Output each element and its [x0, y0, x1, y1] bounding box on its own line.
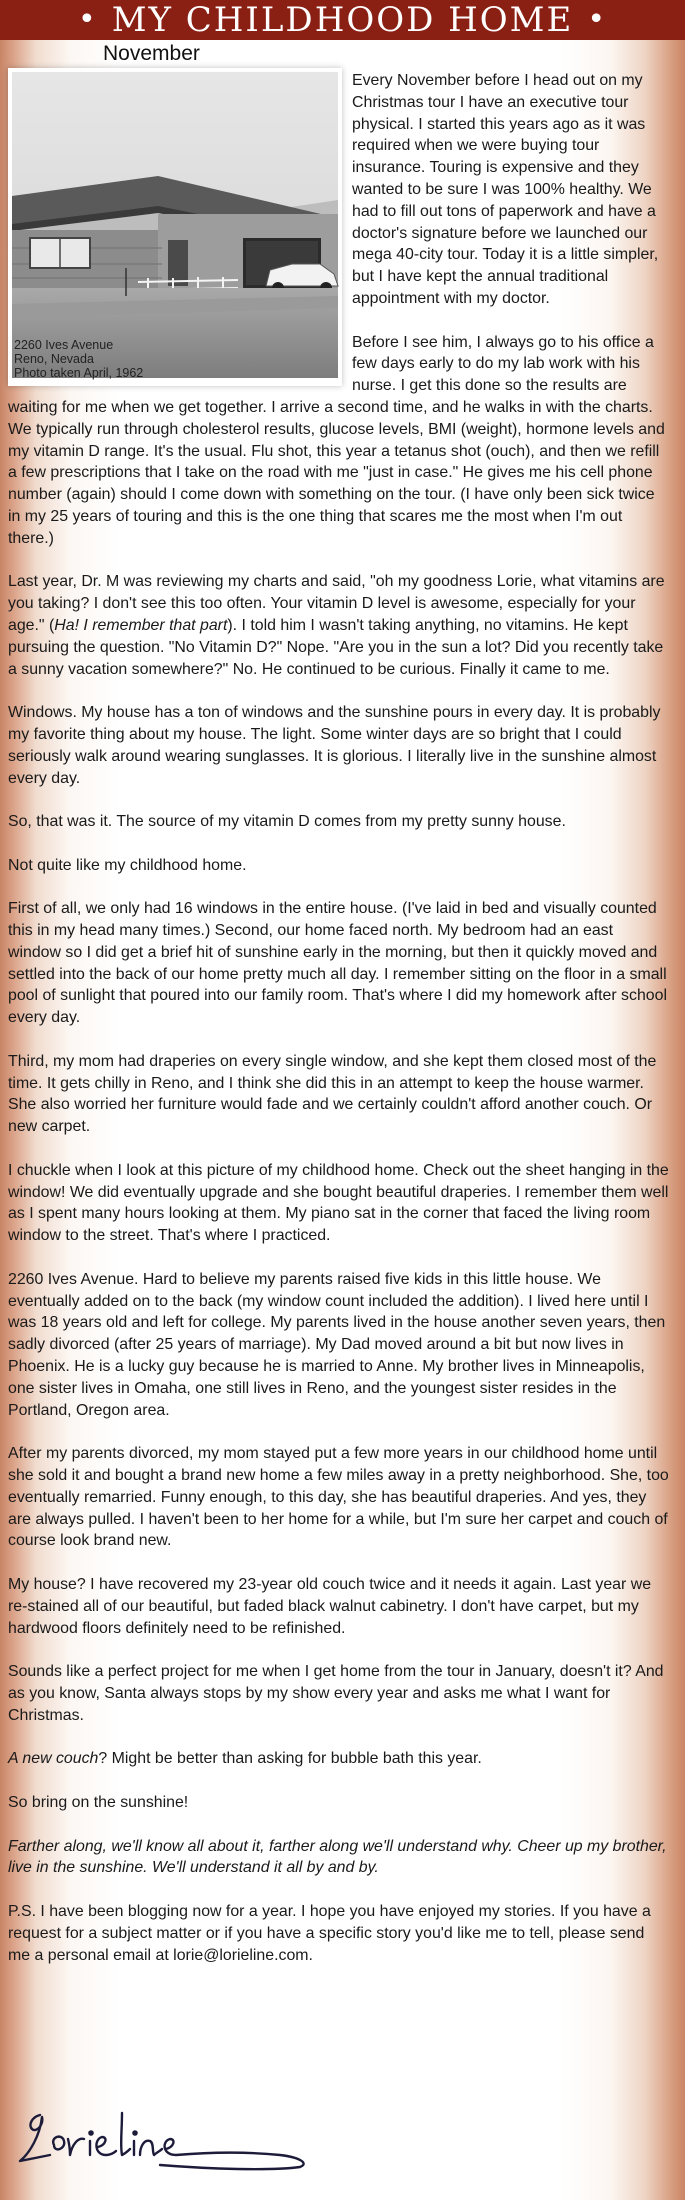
- page-title: MY CHILDHOOD HOME: [111, 0, 574, 40]
- title-bullet-right: •: [587, 2, 608, 37]
- paragraph: Before I see him, I always go to his office a few days early to do my lab work with his nurse. I get this done so the results are waiting for me when we get together. I arrive a second time, and he walks in with the charts. We typically run through cholesterol results, glucose levels, BMI (weight), hormone levels and my vitamin D range. It's the usual. Flu shot, this year a tetanus shot (ouch), and then we refill a few prescriptions that I take on the road with me "just in case." He gives me his cell phone number (again) should I come down with something on the tour. (I have only been sick twice in my 25 years of touring and this is the one thing that scares me the most when I'm out there.): [8, 333, 665, 547]
- paragraph: I chuckle when I look at this picture of my childhood home. Check out the sheet hanging in the window! We did eventually upgrade and she bought beautiful draperies. I remember them well as I spent many hours looking at them. My piano sat in the corner that faced the living room window to the street. That's where I practiced.: [8, 1161, 669, 1245]
- paragraph: Not quite like my childhood home.: [8, 856, 247, 874]
- paragraph: Third, my mom had draperies on every single window, and she kept them closed most of the time. It gets chilly in Reno, and I think she did this in an attempt to keep the house warmer. She also worried her furniture would fade and we certainly couldn't afford another couch. Or new carpet.: [8, 1052, 657, 1136]
- paragraph: 2260 Ives Avenue. Hard to believe my parents raised five kids in this little house. We eventually added on to the back (my window count included the addition). I lived here until I was 18 years old and left for college. My parents lived in the house another seven years, then sadly divorced (after 25 years of marriage). My Dad moved around a bit but now lives in Phoenix. He is a lucky guy because he is married to Anne. My brother lives in Minneapolis, one sister lives in Omaha, one still lives in Reno, and the youngest sister resides in the Portland, Oregon area.: [8, 1270, 666, 1419]
- caption-line: Reno, Nevada: [14, 352, 94, 366]
- photo-caption: [14, 338, 143, 380]
- paragraph: Windows. My house has a ton of windows and the sunshine pours in every day. It is probably my favorite thing about my house. The light. Some winter days are so bright that I could seriously walk around wearing sunglasses. It is glorious. I literally live in the sunshine almost every day.: [8, 704, 661, 787]
- paragraph: My house? I have recovered my 23-year old couch twice and it needs it again. Last year we re-stained all of our beautiful, but faded black walnut cabinetry. I don't have carpet, but my hardwood floors definitely need to be refinished.: [8, 1575, 652, 1637]
- paragraph: After my parents divorced, my mom stayed put a few more years in our childhood home until she sold it and bought a brand new home a few miles away in a pretty neighborhood. She, too eventually remarried. Funny enough, to this day, she has beautiful draperies. And yes, they are always pulled. I haven't been to her home for a while, but I'm sure her carpet and couch of course look brand new.: [8, 1445, 669, 1550]
- text-run: ). I told him I wasn't taking anything, no vitamins. He kept pursuing the question. "No Vitamin D?" Nope. "Are you in the sun a lot? Did you recently take a sunny vacation somewhere?" No. He continued to be curious. Finally it came to me.: [8, 616, 664, 678]
- paragraph: First of all, we only had 16 windows in the entire house. (I've laid in bed and visually counted this in my head many times.) Second, our home faced north. My bedroom had an east window so I did get a brief hit of sunshine early in the morning, but then it quickly moved and settled into the back of our home pretty much all day. I remember sitting on the floor in a small pool of sunlight that poured into our family room. That's where I did my homework after school every day.: [8, 900, 667, 1027]
- article-body: [8, 70, 670, 1988]
- house-photo: [8, 68, 342, 386]
- signature: [10, 2095, 310, 2175]
- month-heading: November: [103, 42, 200, 65]
- caption-line: Photo taken April, 1962: [14, 366, 144, 380]
- paragraph-ps: P.S. I have been blogging now for a year. I hope you have enjoyed my stories. If you have a request for a subject matter or if you have a specific story you'd like me to tell, please send me a personal email at lorie@lorieline.com.: [8, 1902, 651, 1964]
- paragraph: Sounds like a perfect project for me when I get home from the tour in January, doesn't it? And as you know, Santa always stops by my show every year and asks me what I want for Christmas.: [8, 1663, 664, 1724]
- paragraph-couch: [8, 1748, 670, 1770]
- signature-image: [10, 2095, 310, 2175]
- paragraph: So, that was it. The source of my vitamin D comes from my pretty sunny house.: [8, 813, 566, 831]
- italic-text: Ha! I remember that part: [54, 616, 228, 634]
- italic-text: A new couch: [8, 1750, 99, 1768]
- text-run: Last year, Dr. M was reviewing my charts and said, "oh my goodness Lorie, what vitamins are you taking? I don't see this too often. Your vitamin D level is awesome, especially for your age." (: [8, 573, 665, 634]
- title-banner: [0, 0, 685, 40]
- italic-text: Farther along, we'll know all about it, farther along we'll understand why. Cheer up my brother, live in the sunshine. We'll understand it all by and by.: [8, 1837, 667, 1877]
- paragraph: So bring on the sunshine!: [8, 1793, 189, 1811]
- closing-quote: [8, 1836, 670, 1880]
- paragraph-vitamin: [8, 571, 670, 680]
- paragraph: Every November before I head out on my Christmas tour I have an executive tour physical. I started this years ago as it was required when we were buying tour insurance. Touring is expensive and they wanted to be sure I was 100% healthy. We had to fill out tons of paperwork and have a doctor's signature before we launched our mega 40-city tour. Today it is a little simpler, but I have kept the annual traditional appointment with my doctor.: [352, 72, 659, 307]
- caption-line: 2260 Ives Avenue: [14, 338, 114, 352]
- text-run: ? Might be better than asking for bubble bath this year.: [98, 1750, 482, 1768]
- title-bullet-left: •: [77, 2, 98, 37]
